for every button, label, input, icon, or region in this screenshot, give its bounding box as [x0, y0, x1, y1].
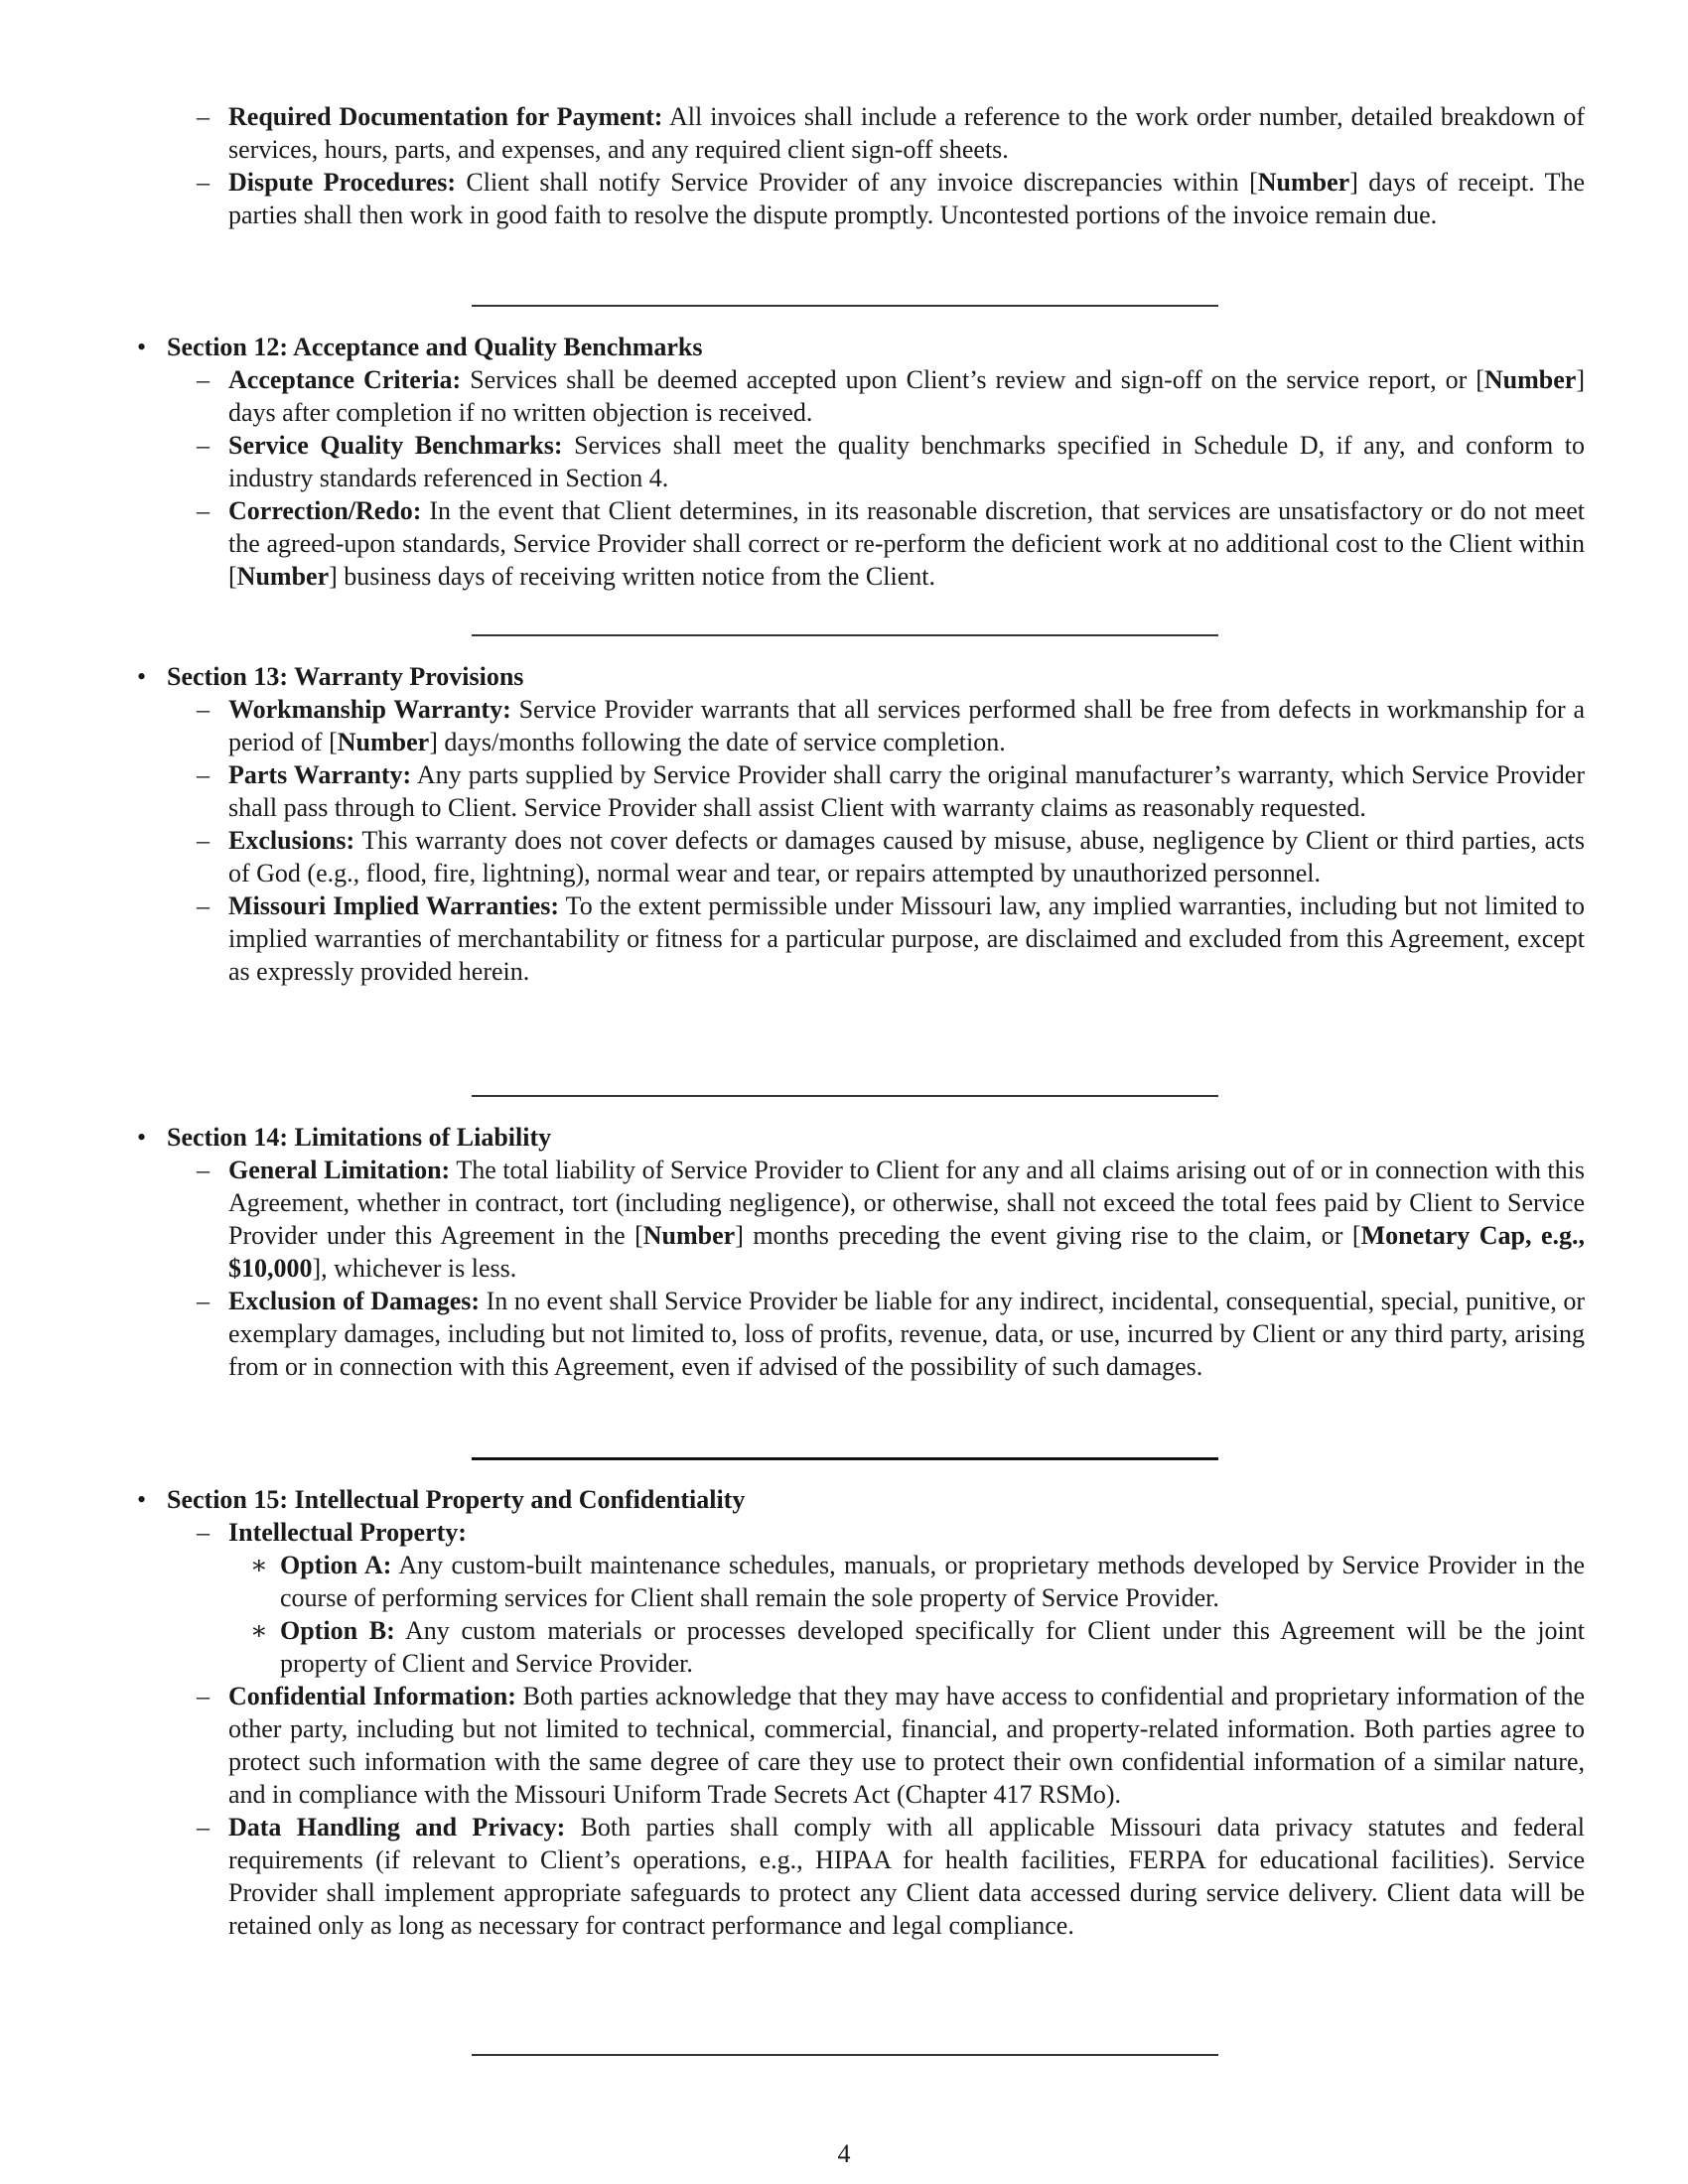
section-heading [137, 331, 1585, 363]
general-limitation-item [197, 1154, 1585, 1285]
placeholder-number: Number [337, 728, 430, 756]
missouri-implied-warranties-item [197, 889, 1585, 988]
item-term: Confidential Information: [228, 1682, 516, 1710]
dash-marker: – [197, 168, 210, 197]
item-text: ], whichever is less. [312, 1254, 517, 1283]
bullet-marker: • [137, 333, 147, 361]
item-term: Workmanship Warranty: [228, 695, 511, 724]
item-text: ] business days of receiving written notice from the Client. [329, 562, 935, 591]
exclusion-of-damages-item [197, 1285, 1585, 1383]
section-divider [472, 305, 1218, 307]
item-text: The total liability of Service Provider to Client for any and all claims arising out of or in connection with this Agreement, whether in contract, tort (including negligence), or otherwise, shall not exceed the total fees paid by Client to Service Provider under this Agreement in the [ [228, 1156, 1585, 1250]
item-text: In no event shall Service Provider be liable for any indirect, incidental, consequential, special, punitive, or exemplary damages, including but not limited to, loss of profits, revenue, data, or use, incurred by Client or any third party, arising from or in connection with this Agreement, even if advised of the possibility of such damages. [228, 1287, 1585, 1381]
payment-terms-continuation [0, 100, 1688, 231]
item-text: Any custom materials or processes developed specifically for Client under this Agreement will be the joint property of Client and Service Provider. [280, 1616, 1586, 1678]
dash-marker: – [197, 1813, 210, 1842]
section-13 [0, 660, 1688, 988]
item-text: Services shall meet the quality benchmarks specified in Schedule D, if any, and conform to industry standards referenced in Section 4. [228, 431, 1585, 492]
item-term: Acceptance Criteria: [228, 365, 462, 394]
required-documentation-item [197, 100, 1585, 166]
dispute-procedures-item [197, 166, 1586, 231]
section-divider [472, 2054, 1218, 2056]
item-term: Exclusion of Damages: [228, 1287, 481, 1315]
item-term: Missouri Implied Warranties: [228, 891, 559, 920]
item-text: Any parts supplied by Service Provider shall carry the original manufacturer’s warranty, which Service Provider shall pass through to Client. Service Provider shall assist Client with warranty claims as reasonably requested. [228, 760, 1585, 822]
item-term: Intellectual Property: [228, 1518, 467, 1547]
item-text: To the extent permissible under Missouri law, any implied warranties, including but not limited to implied warranties of merchantability or fitness for a particular purpose, are disclaimed and excluded from this Agreement, except as expressly provided herein. [228, 891, 1585, 986]
dash-marker: – [197, 760, 210, 789]
item-text: Client shall notify Service Provider of any invoice discrepancies within [ [456, 168, 1258, 197]
item-term: Dispute Procedures: [228, 168, 456, 197]
item-term: Option A: [280, 1551, 392, 1579]
section-15 [0, 1483, 1688, 1942]
item-term: General Limitation: [228, 1156, 451, 1184]
item-term: Option B: [280, 1616, 395, 1645]
item-text: ] days/months following the date of service completion. [429, 728, 1006, 756]
section-title: Section 14: Limitations of Liability [167, 1123, 552, 1152]
item-text: Any custom-built maintenance schedules, manuals, or proprietary methods developed by Service Provider in the course of performing services for Client shall remain the sole property of Service Provider. [280, 1551, 1585, 1612]
section-divider [472, 634, 1218, 636]
acceptance-criteria-item [197, 363, 1586, 429]
section-divider [472, 1457, 1218, 1460]
dash-marker: – [197, 1287, 210, 1315]
exclusions-item [197, 824, 1585, 889]
item-term: Required Documentation for Payment: [228, 102, 663, 131]
option-a-item [250, 1549, 1585, 1614]
option-b-item [250, 1614, 1586, 1680]
section-14 [0, 1121, 1688, 1383]
placeholder-number: Number [236, 562, 330, 591]
quality-benchmarks-item [197, 429, 1585, 494]
placeholder-number: Number [642, 1221, 736, 1250]
item-text: ] months preceding the event giving rise to the claim, or [ [735, 1221, 1361, 1250]
dash-marker: – [197, 431, 210, 460]
placeholder-number: Number [1483, 365, 1577, 394]
dash-marker: – [197, 365, 210, 394]
item-text: ] days of receipt. The parties shall then work in good faith to resolve the dispute promptly. Uncontested portions of the invoice remain due. [228, 168, 1586, 229]
dash-marker: – [197, 1156, 210, 1184]
item-term: Service Quality Benchmarks: [228, 431, 563, 460]
workmanship-warranty-item [197, 693, 1585, 758]
section-title: Section 12: Acceptance and Quality Benchmarks [167, 333, 703, 361]
bullet-marker: • [137, 662, 147, 691]
section-title: Section 15: Intellectual Property and Confidentiality [167, 1485, 746, 1514]
dash-marker: – [197, 1518, 210, 1547]
item-text: Services shall be deemed accepted upon Client’s review and sign-off on the service report, or [ [461, 365, 1484, 394]
item-text: In the event that Client determines, in its reasonable discretion, that services are unsatisfactory or do not meet the agreed-upon standards, Service Provider shall correct or re-perform the deficient work at no additional cost to the Client within [ [228, 496, 1585, 591]
item-term: Data Handling and Privacy: [228, 1813, 566, 1842]
item-text: Service Provider warrants that all services performed shall be free from defects in workmanship for a period of [ [228, 695, 1585, 756]
placeholder-number: Number [1257, 168, 1350, 197]
dash-marker: – [197, 496, 210, 525]
bullet-marker: • [137, 1485, 147, 1514]
section-divider [472, 1095, 1218, 1097]
intellectual-property-item [197, 1516, 1585, 1549]
dash-marker: – [197, 1682, 210, 1710]
dash-marker: – [197, 826, 210, 855]
bullet-marker: • [137, 1123, 147, 1152]
item-text: Both parties shall comply with all applicable Missouri data privacy statutes and federal requirements (if relevant to Client’s operations, e.g., HIPAA for health facilities, FERPA for educational facilities). Service Provider shall implement appropriate safeguards to protect any Client data accessed during service delivery. Client data will be retained only as long as necessary for contract performance and legal compliance. [228, 1813, 1585, 1940]
item-text: This warranty does not cover defects or damages caused by misuse, abuse, negligence by Client or third parties, acts of God (e.g., flood, fire, lightning), normal wear and tear, or repairs attempted by unauthorized personnel. [228, 826, 1585, 887]
section-heading [137, 660, 1585, 693]
star-marker: ∗ [250, 1551, 268, 1579]
item-text: Both parties acknowledge that they may have access to confidential and proprietary information of the other party, including but not limited to technical, commercial, financial, and property-related information. Both parties agree to protect such information with the same degree of care they use to protect their own confidential information of a similar nature, and in compliance with the Missouri Uniform Trade Secrets Act (Chapter 417 RSMo). [228, 1682, 1585, 1809]
placeholder-monetary-cap: Monetary Cap, e.g., $10,000 [228, 1221, 1585, 1283]
dash-marker: – [197, 102, 210, 131]
data-handling-privacy-item [197, 1811, 1585, 1942]
page-number: 4 [837, 2139, 851, 2168]
item-term: Correction/Redo: [228, 496, 422, 525]
dash-marker: – [197, 891, 210, 920]
parts-warranty-item [197, 758, 1585, 824]
item-term: Parts Warranty: [228, 760, 412, 789]
dash-marker: – [197, 695, 210, 724]
item-text: ] days after completion if no written objection is received. [228, 365, 1586, 427]
section-heading [137, 1483, 1585, 1516]
item-term: Exclusions: [228, 826, 355, 855]
section-heading [137, 1121, 1585, 1154]
section-12 [0, 331, 1688, 593]
correction-redo-item [197, 494, 1585, 593]
item-text: All invoices shall include a reference to the work order number, detailed breakdown of services, hours, parts, and expenses, and any required client sign-off sheets. [228, 102, 1585, 164]
section-title: Section 13: Warranty Provisions [167, 662, 524, 691]
star-marker: ∗ [250, 1616, 268, 1645]
confidential-information-item [197, 1680, 1585, 1811]
